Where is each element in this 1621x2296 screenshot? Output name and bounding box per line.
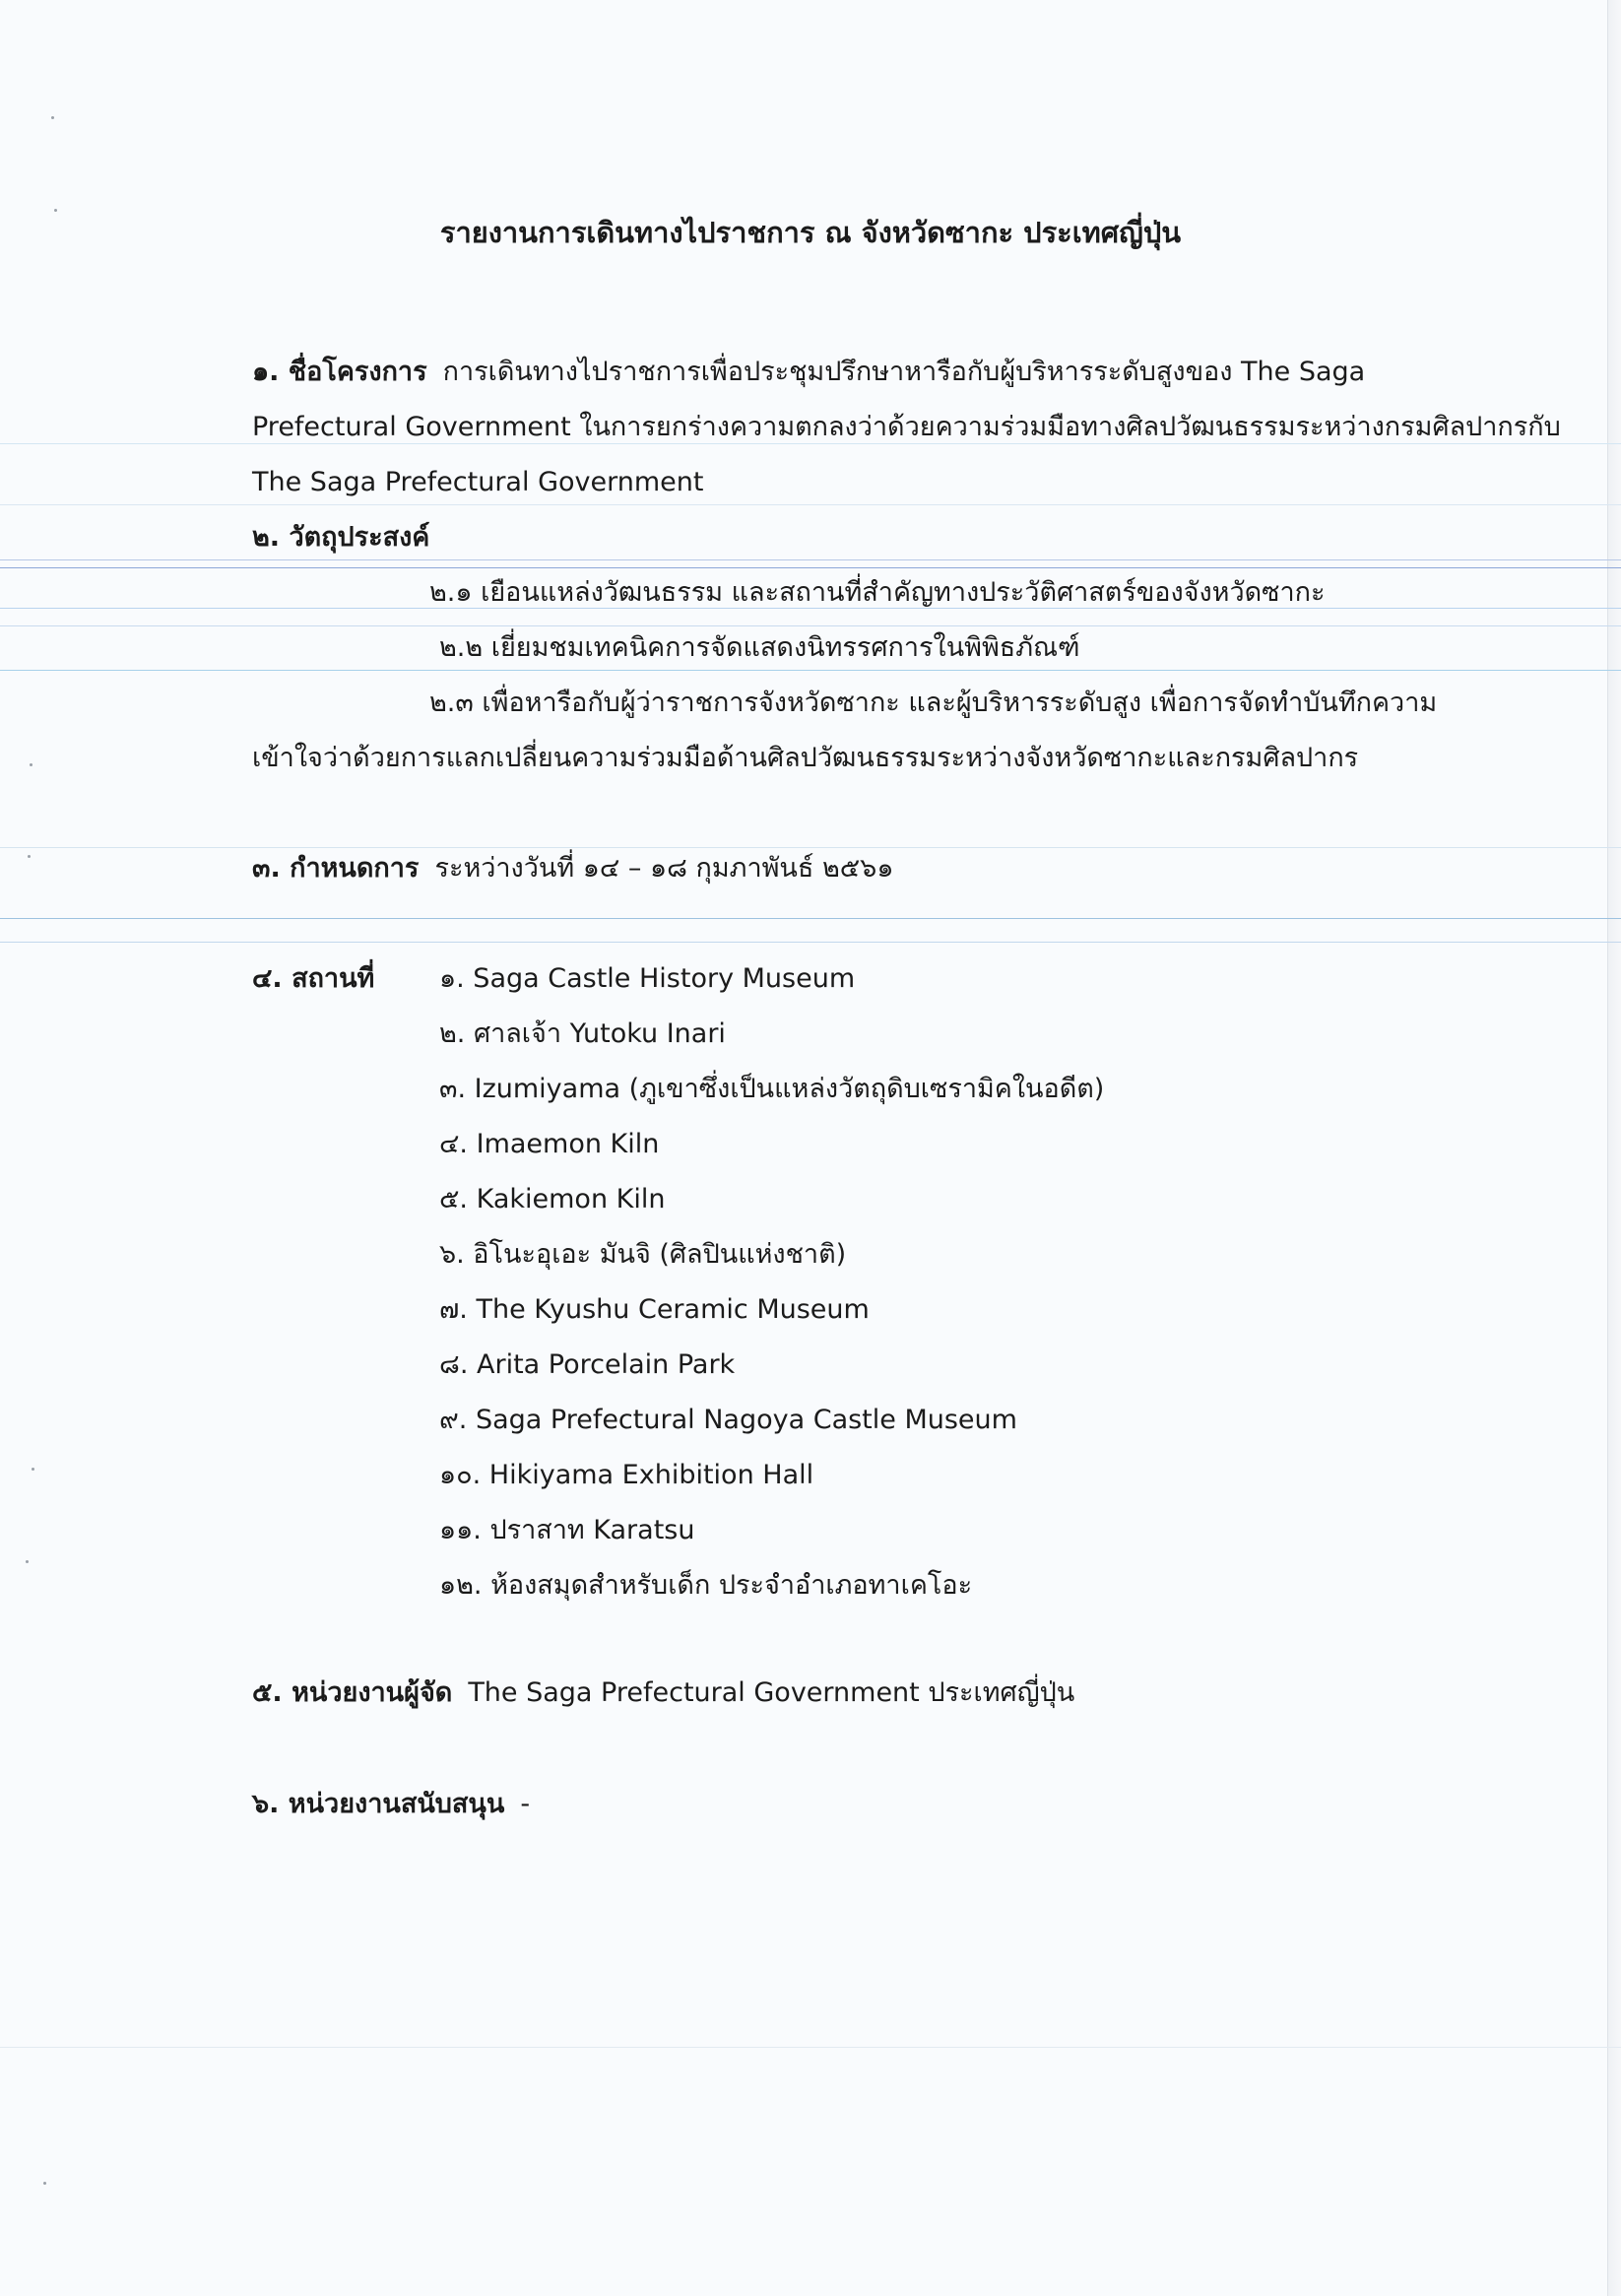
place-item: ๒. ศาลเจ้า Yutoku Inari — [439, 1018, 726, 1049]
place-item: ๑๑. ปราสาท Karatsu — [439, 1515, 695, 1545]
objective-item: ๒.๑ เยือนแหล่งวัฒนธรรม และสถานที่สำคัญทางประวัติศาสตร์ของจังหวัดซากะ — [429, 577, 1326, 608]
place-item: ๘. Arita Porcelain Park — [439, 1349, 736, 1380]
section-1-heading: ๑. ชื่อโครงการ — [252, 357, 427, 387]
scan-page-edge — [1607, 0, 1621, 2296]
scan-speck — [54, 209, 57, 212]
section-1-text-1: การเดินทางไปราชการเพื่อประชุมปรึกษาหารือกับผู้บริหารระดับสูงของ The Saga — [442, 357, 1366, 387]
scan-speck — [30, 763, 32, 766]
objective-item: ๒.๓ เพื่อหารือกับผู้ว่าราชการจังหวัดซากะ และผู้บริหารระดับสูง เพื่อการจัดทำบันทึกความ — [429, 688, 1438, 718]
scan-line — [0, 918, 1621, 919]
section-3-heading: ๓. กำหนดการ — [252, 853, 420, 884]
place-item: ๕. Kakiemon Kiln — [439, 1184, 666, 1214]
scan-line — [0, 559, 1621, 560]
section-4-heading: ๔. สถานที่ — [252, 963, 375, 994]
scan-speck — [51, 116, 54, 119]
place-item: ๓. Izumiyama (ภูเขาซึ่งเป็นแหล่งวัตถุดิบเซรามิคในอดีต) — [439, 1074, 1105, 1104]
scan-speck — [26, 1560, 29, 1563]
section-3-line — [252, 850, 893, 887]
objective-continuation: เข้าใจว่าด้วยการแลกเปลี่ยนความร่วมมือด้านศิลปวัฒนธรรมระหว่างจังหวัดซากะและกรมศิลปากร — [252, 743, 1359, 773]
place-item: ๔. Imaemon Kiln — [439, 1129, 660, 1159]
objective-item: ๒.๒ เยี่ยมชมเทคนิคการจัดแสดงนิทรรศการในพิพิธภัณฑ์ — [439, 632, 1080, 663]
schedule-value: ระหว่างวันที่ ๑๔ – ๑๘ กุมภาพันธ์ ๒๕๖๑ — [434, 853, 894, 884]
organizer-value: The Saga Prefectural Government ประเทศญี่ปุ่น — [468, 1677, 1075, 1708]
section-5-heading: ๕. หน่วยงานผู้จัด — [252, 1677, 453, 1708]
scan-line — [0, 625, 1621, 626]
scan-line — [0, 670, 1621, 671]
document-title: รายงานการเดินทางไปราชการ ณ จังหวัดซากะ ประเทศญี่ปุ่น — [439, 216, 1182, 249]
section-1-line-2: Prefectural Government ในการยกร่างความตกลงว่าด้วยความร่วมมือทางศิลปวัฒนธรรมระหว่างกรมศิลปากรกับ — [252, 412, 1561, 442]
place-item: ๙. Saga Prefectural Nagoya Castle Museum — [439, 1405, 1017, 1435]
section-6-heading: ๖. หน่วยงานสนับสนุน — [252, 1789, 505, 1819]
section-1-line-3: The Saga Prefectural Government — [252, 467, 704, 497]
scan-line — [0, 567, 1621, 568]
scan-line — [0, 942, 1621, 943]
scan-speck — [43, 2182, 46, 2185]
supporter-value: - — [520, 1789, 531, 1819]
scan-speck — [32, 1468, 34, 1471]
place-item: ๑. Saga Castle History Museum — [439, 963, 856, 994]
section-6-line — [252, 1786, 530, 1823]
scan-line — [0, 504, 1621, 505]
scan-line — [0, 847, 1621, 848]
section-1-line-1 — [252, 354, 1365, 391]
place-item: ๖. อิโนะอุเอะ มันจิ (ศิลปินแห่งชาติ) — [439, 1239, 847, 1270]
section-2-heading: ๒. วัตถุประสงค์ — [252, 522, 430, 553]
place-item: ๑๐. Hikiyama Exhibition Hall — [439, 1460, 814, 1490]
scan-line — [0, 2047, 1621, 2048]
section-5-line — [252, 1674, 1074, 1712]
scan-speck — [28, 855, 31, 858]
place-item: ๑๒. ห้องสมุดสำหรับเด็ก ประจำอำเภอทาเคโอะ — [439, 1570, 973, 1601]
place-item: ๗. The Kyushu Ceramic Museum — [439, 1294, 870, 1325]
